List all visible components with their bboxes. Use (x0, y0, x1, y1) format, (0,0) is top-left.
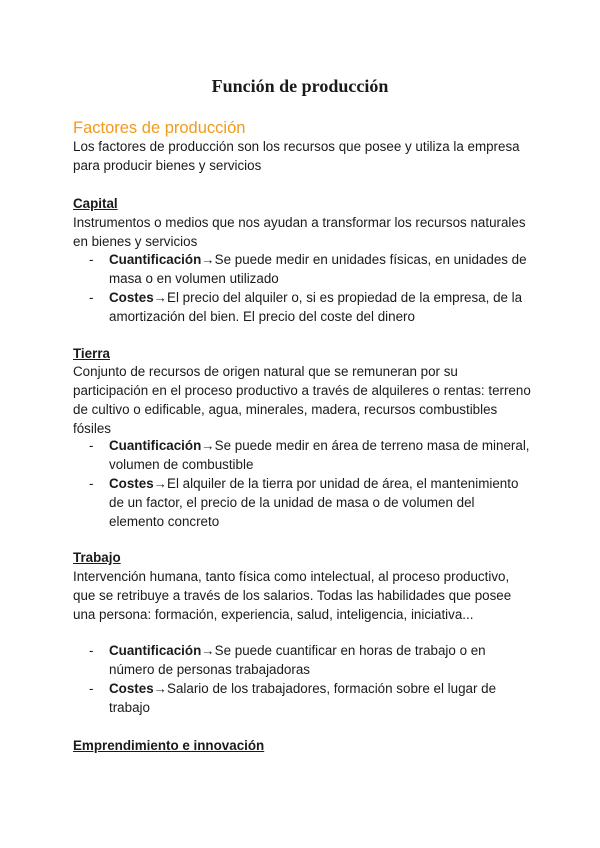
list-dash: - (89, 290, 94, 305)
section-list-tierra (73, 436, 533, 531)
list-item (73, 288, 533, 326)
list-item (73, 641, 533, 679)
list-item (73, 436, 533, 474)
item-text: El precio del alquiler o, si es propiedad de la empresa, de la amortización del bien. El precio del coste del dinero (109, 290, 523, 324)
arrow-glyph: → (201, 643, 215, 658)
list-dash: - (89, 476, 94, 491)
arrow-glyph: → (153, 681, 168, 696)
arrow-glyph: → (153, 476, 168, 491)
list-dash: - (89, 681, 94, 696)
intro-heading: Factores de producción (73, 119, 246, 137)
list-item (73, 474, 533, 531)
item-label: Cuantificación (109, 643, 202, 658)
intro-text: Los factores de producción son los recursos que posee y utiliza la empresa para producir bienes y servicios (73, 139, 520, 173)
arrow-glyph: → (153, 290, 168, 305)
section-text-capital: Instrumentos o medios que nos ayudan a transformar los recursos naturales en bienes y servicios (73, 215, 526, 249)
item-label: Cuantificación (109, 438, 202, 453)
section-text-trabajo: Intervención humana, tanto física como intelectual, al proceso productivo, que se retribuye a través de los salarios. Todas las habilidades que posee una persona: formación, experiencia, salud, inteligencia, iniciativa... (73, 569, 512, 622)
list-item (73, 250, 533, 288)
item-text: Se puede medir en unidades físicas, en unidades de masa o en volumen utilizado (109, 252, 527, 286)
arrow-glyph: → (201, 438, 215, 453)
section-heading-tierra: Tierra (73, 346, 110, 361)
item-text: Se puede medir en área de terreno masa de mineral, volumen de combustible (109, 438, 530, 472)
list-dash: - (89, 252, 94, 267)
item-text: Se puede cuantificar en horas de trabajo o en número de personas trabajadoras (109, 643, 486, 677)
section-heading-emprendimiento: Emprendimiento e innovación (73, 738, 265, 753)
item-text: El alquiler de la tierra por unidad de área, el mantenimiento de un factor, el precio de la unidad de masa o de volumen del elemento concreto (109, 476, 519, 529)
item-text: Salario de los trabajadores, formación sobre el lugar de trabajo (109, 681, 497, 715)
section-text-tierra: Conjunto de recursos de origen natural que se remuneran por su participación en el proceso productivo a través de alquileres o rentas: terreno de cultivo o edificable, agua, minerales, madera, recursos combustibles fósiles (73, 364, 531, 436)
list-item (73, 679, 533, 717)
item-label: Costes (109, 681, 154, 696)
list-dash: - (89, 438, 94, 453)
section-list-trabajo (73, 641, 533, 717)
item-label: Cuantificación (109, 252, 202, 267)
section-heading-trabajo: Trabajo (73, 550, 121, 565)
arrow-glyph: → (201, 252, 215, 267)
section-list-capital (73, 250, 533, 326)
section-heading-capital: Capital (73, 196, 118, 211)
list-dash: - (89, 643, 94, 658)
item-label: Costes (109, 476, 154, 491)
page-title: Función de producción (211, 76, 389, 96)
item-label: Costes (109, 290, 154, 305)
